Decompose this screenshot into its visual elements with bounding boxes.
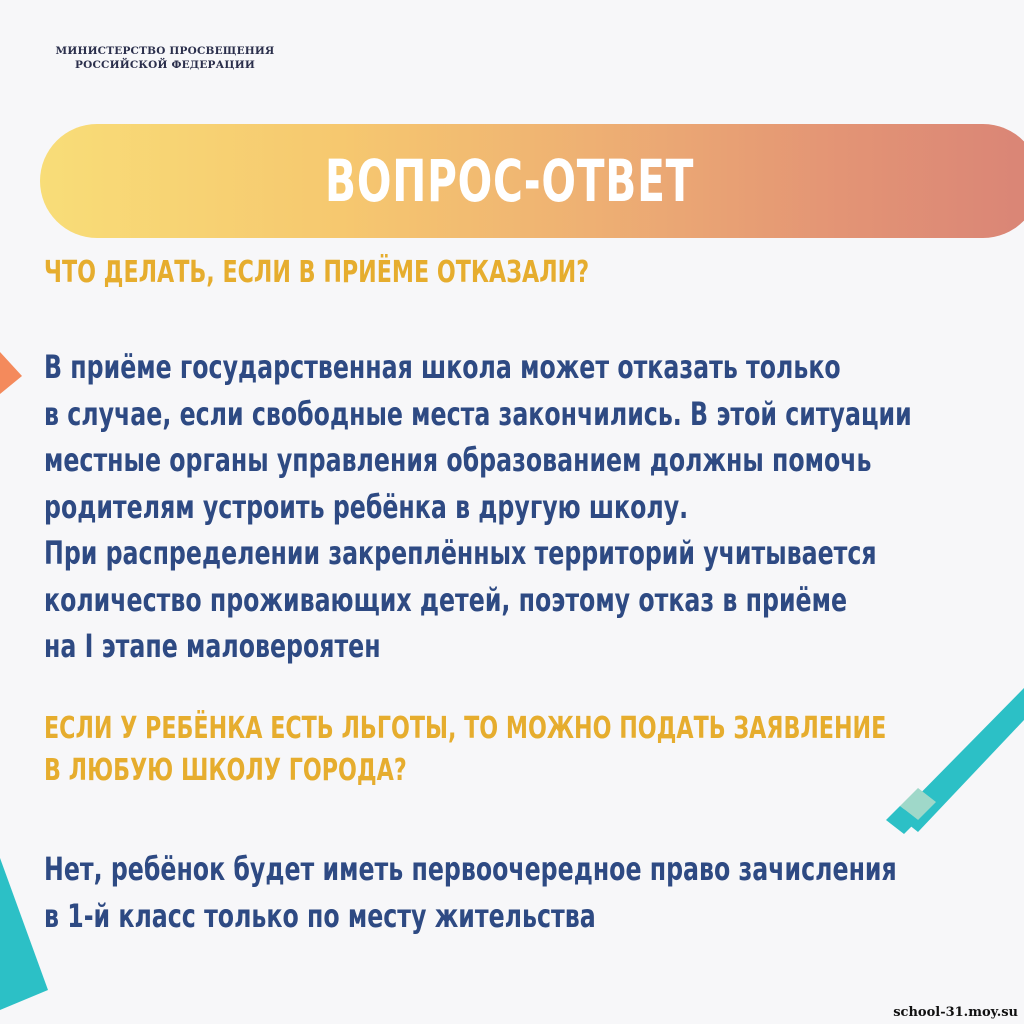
answer-1-line: родителям устроить ребёнка в другую школу. — [44, 487, 689, 526]
answer-1-line: на I этапе маловероятен — [44, 627, 381, 665]
site-watermark: school-31.moy.su — [893, 1005, 1018, 1020]
answer-1-line: количество проживающих детей, поэтому отказ в приёме — [44, 580, 848, 619]
answer-1-line: в случае, если свободные места закончились. В этой ситуации — [44, 394, 912, 433]
answer-1-line: местные органы управления образованием должны помочь — [44, 441, 872, 479]
teal-pencil-icon — [886, 688, 1024, 834]
question-2-line: ЕСЛИ У РЕБЁНКА ЕСТЬ ЛЬГОТЫ, ТО МОЖНО ПОДАТЬ ЗАЯВЛЕНИЕ — [44, 711, 887, 746]
answer-2 — [44, 846, 897, 939]
question-1-line: ЧТО ДЕЛАТЬ, ЕСЛИ В ПРИЁМЕ ОТКАЗАЛИ? — [44, 255, 590, 290]
answer-1 — [44, 344, 912, 670]
question-2 — [44, 708, 886, 792]
answer-2-line: в 1-й класс только по месту жительства — [44, 896, 596, 935]
question-2-line: В ЛЮБУЮ ШКОЛУ ГОРОДА? — [44, 753, 407, 788]
ministry-line-1: МИНИСТЕРСТВО ПРОСВЕЩЕНИЯ — [55, 45, 275, 57]
page-title: ВОПРОС-ОТВЕТ — [325, 147, 695, 215]
answer-1-line: При распределении закреплённых территорий учитывается — [44, 534, 877, 572]
title-banner — [40, 124, 1024, 238]
answer-1-line: В приёме государственная школа может отказать только — [44, 348, 841, 386]
ministry-line-2: РОССИЙСКОЙ ФЕДЕРАЦИИ — [75, 59, 255, 71]
ministry-logo-text — [30, 44, 300, 72]
teal-triangle-icon — [0, 858, 48, 1010]
answer-2-line: Нет, ребёнок будет иметь первоочередное право зачисления — [44, 850, 897, 888]
orange-triangle-icon — [0, 352, 22, 394]
question-1 — [44, 252, 589, 294]
